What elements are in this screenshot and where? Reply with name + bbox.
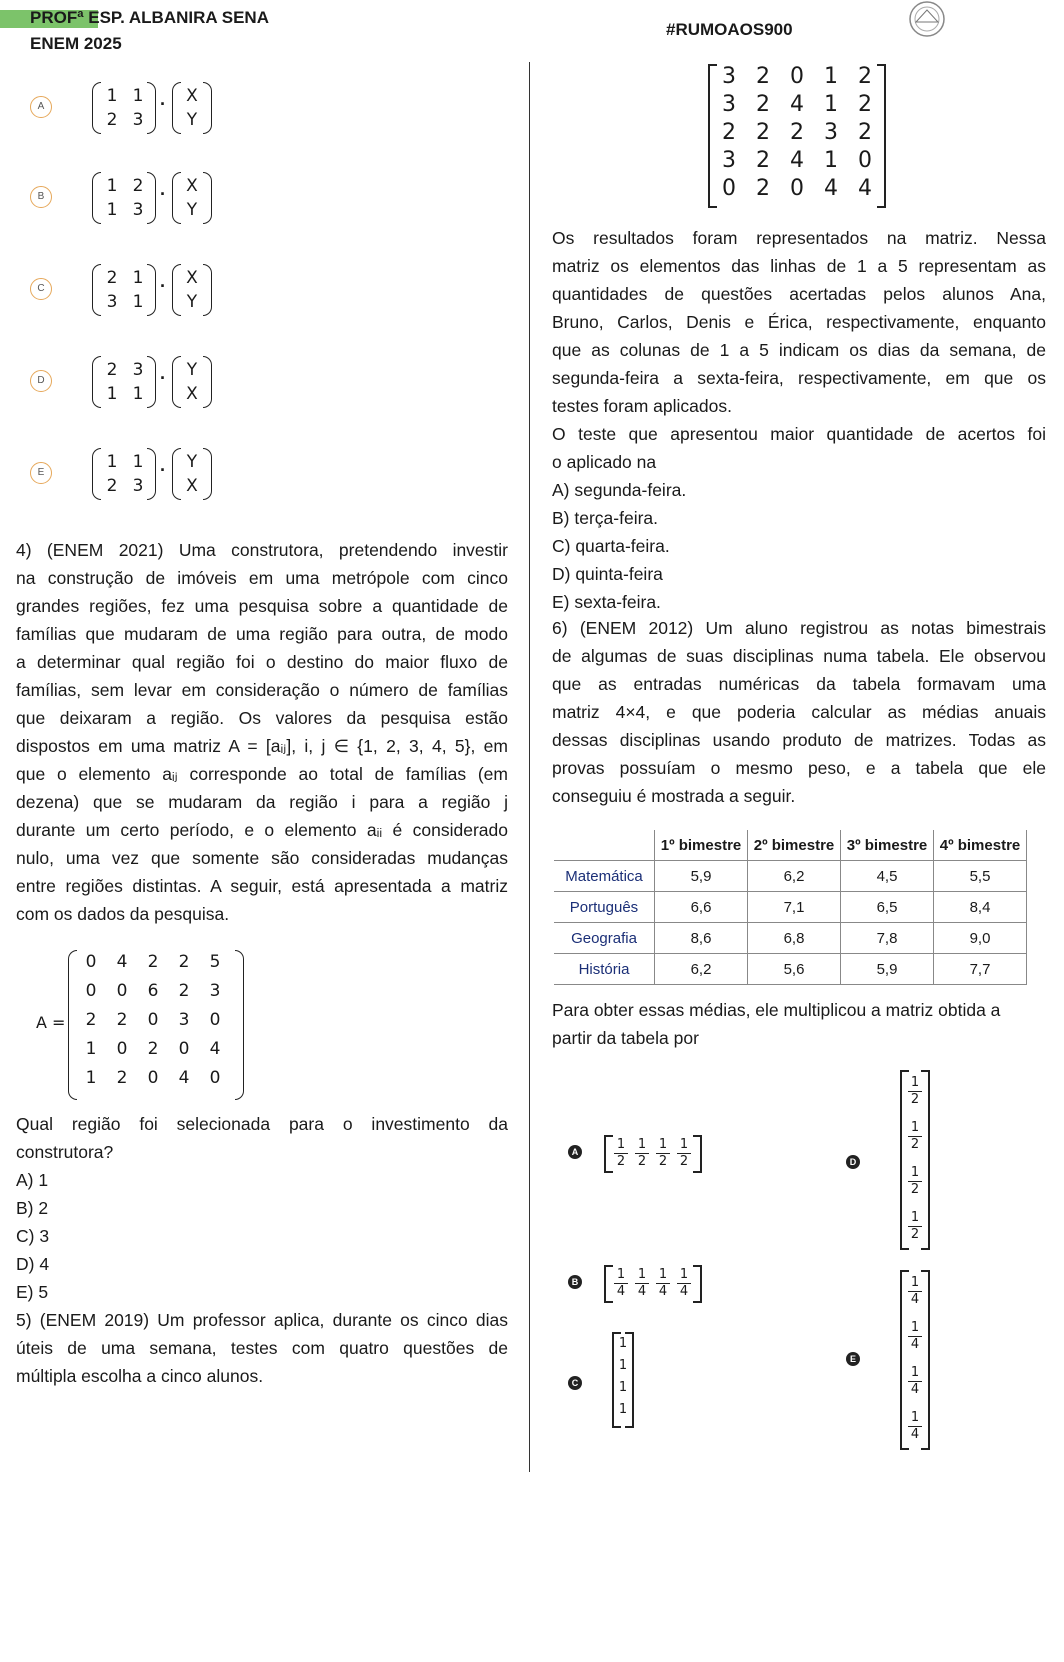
bracket-left [604,1265,613,1303]
vector-cell: X [186,176,198,196]
fraction-numerator: 1 [910,1320,920,1335]
q5-line: 5) (ENEM 2019) Um professor aplica, durante os cinco dias [16,1310,508,1330]
q5-text-line: testes foram aplicados. [552,396,732,416]
matrix-a-cell: 6 [147,981,159,1001]
table-row [554,892,1027,923]
matrix-a-cell: 0 [209,1068,221,1088]
table-header-cell: 1º bimestre [655,830,748,861]
matrix-a-cell: 0 [178,1039,190,1059]
vector-cell: Y [186,360,198,380]
matrix-cell: 1 [132,292,144,312]
q5-matrix-cell: 0 [722,176,736,201]
fraction-denominator: 4 [910,1382,920,1397]
matrix-cell: 3 [132,476,144,496]
q5-option: B) terça-feira. [552,508,658,528]
q4-line: com os dados da pesquisa. [16,904,230,924]
grade-cell: 7,7 [934,954,1027,985]
fraction [677,1268,691,1299]
q6-line: provas possuíam o mesmo peso, e a tabela que ele [552,758,1046,778]
matrix-a-cell: 4 [209,1039,221,1059]
q5-matrix-cell: 0 [790,64,804,89]
table-header-cell: 4º bimestre [934,830,1027,861]
fraction [656,1268,670,1299]
matrix-a-cell: 1 [85,1068,97,1088]
q4-line: a determinar qual região foi o destino do maior fluxo de [16,652,508,672]
q4-line: que deixaram a região. Os valores da pesquisa estão [16,708,508,728]
q5-matrix-cell: 3 [722,148,736,173]
q6-after-line: Para obter essas médias, ele multiplicou a matriz obtida a [552,1000,1001,1020]
grade-cell: 8,4 [934,892,1027,923]
fraction [614,1268,628,1299]
q4-line: na construção de imóveis em uma metrópole com cinco [16,568,508,588]
matrix-right-paren [147,264,156,316]
matrix-a-cell: 2 [116,1010,128,1030]
q4-option: B) 2 [16,1198,49,1218]
fraction-numerator: 1 [910,1275,920,1290]
fraction-numerator: 1 [679,1137,689,1152]
fraction [677,1138,691,1169]
option-badge-d: D [846,1155,860,1169]
q6-statement [552,614,1046,810]
matrix-cell: 1 [132,384,144,404]
column-matrix-e [900,1270,930,1450]
matrix-a-cell: 2 [116,1068,128,1088]
fraction-denominator: 2 [616,1154,626,1169]
q4-option: C) 3 [16,1226,50,1246]
option-badge-e: E [846,1352,860,1366]
grades-table [554,830,1027,985]
fraction [908,1321,922,1352]
fraction-numerator: 1 [637,1137,647,1152]
fraction-denominator: 2 [910,1182,920,1197]
bracket-right [921,1070,930,1250]
q4-line: 4) (ENEM 2021) Uma construtora, pretendendo investir [16,540,508,560]
q6-line: matriz 4×4, e que poderia calcular as médias anuais [552,702,1046,722]
q3-vector-e [172,448,212,500]
fraction [908,1366,922,1397]
q5-matrix-cell: 4 [858,176,872,201]
vector-right-paren [203,356,212,408]
fraction-denominator: 2 [910,1092,920,1107]
q4-line: famílias que mudaram de uma região para outra, de modo [16,624,508,644]
vector-cell: X [186,268,198,288]
matrix-a-cell: 0 [147,1010,159,1030]
q3-matrix-a [92,82,156,134]
q4-line: grandes regiões, fez uma pesquisa sobre a quantidade de [16,596,508,616]
q5-matrix-cell: 2 [756,120,770,145]
matrix-a-cell: 0 [209,1010,221,1030]
q5-matrix-cell: 2 [722,120,736,145]
vector-left-paren [172,264,181,316]
matrix-a-cell: 0 [85,952,97,972]
exam-title: ENEM 2025 [30,34,122,53]
q5-text-line: Os resultados foram representados na matriz. Nessa [552,228,1046,248]
grade-cell: 6,2 [748,861,841,892]
fraction [635,1268,649,1299]
matrix-a-cell: 0 [116,1039,128,1059]
grade-cell: 6,6 [655,892,748,923]
q5-line: úteis de uma semana, testes com quatro questões de [16,1338,508,1358]
multiply-dot: · [160,94,166,114]
fraction-denominator: 4 [616,1284,626,1299]
fraction [908,1166,922,1197]
grade-cell: 6,2 [655,954,748,985]
q5-matrix-cell: 2 [858,64,872,89]
fraction-numerator: 1 [910,1410,920,1425]
q6-line: de algumas de suas disciplinas numa tabela. Ele observou [552,646,1046,666]
option-circle-a: A [30,96,52,118]
matrix-left-paren [92,264,101,316]
matrix-left-paren [92,172,101,224]
grade-cell: 6,8 [748,923,841,954]
fraction-numerator: 1 [910,1165,920,1180]
q5-text-line: que as colunas de 1 a 5 indicam os dias da semana, de [552,340,1046,360]
grade-cell: 5,6 [748,954,841,985]
multiply-dot: · [160,184,166,204]
q5-matrix-cell: 4 [824,176,838,201]
q5-matrix-cell: 1 [824,92,838,117]
matrix-left-paren [68,950,77,1100]
fraction-denominator: 2 [658,1154,668,1169]
table-row [554,861,1027,892]
q4-option: D) 4 [16,1254,50,1274]
q5-matrix-cell: 4 [790,92,804,117]
teacher-name: PROFª ESP. ALBANIRA SENA [30,8,269,27]
grade-cell: 5,9 [841,954,934,985]
q3-matrix-d [92,356,156,408]
matrix-a-cell: 2 [178,981,190,1001]
q4-line: que o elemento aᵢⱼ corresponde ao total de famílias (em [16,764,508,784]
fraction-numerator: 1 [616,1267,626,1282]
matrix-a-cell: 2 [178,952,190,972]
matrix-cell: 3 [132,200,144,220]
q5-text-line: Bruno, Carlos, Denis e Érica, respectivamente, enquanto [552,312,1046,332]
vector-left-paren [172,448,181,500]
fraction-denominator: 2 [637,1154,647,1169]
matrix-right-paren [147,448,156,500]
q4-line: dispostos em uma matriz A = [aᵢⱼ], i, j ∈ {1, 2, 3, 4, 5}, em [16,736,508,756]
q4-question [16,1110,508,1306]
vector-cell: Y [186,452,198,472]
q4-line: durante um certo período, e o elemento aᵢᵢ é considerado [16,820,508,840]
table-header-cell: 2º bimestre [748,830,841,861]
matrix-cell: 2 [106,360,118,380]
option-badge-c: C [568,1376,582,1390]
q5-matrix-cell: 2 [858,92,872,117]
q5-matrix-cell: 3 [722,64,736,89]
fraction-denominator: 4 [910,1427,920,1442]
multiply-dot: · [160,460,166,480]
q5-matrix-cell: 3 [824,120,838,145]
q3-vector-b [172,172,212,224]
grade-cell: 9,0 [934,923,1027,954]
vector-right-paren [203,172,212,224]
fraction-denominator: 2 [679,1154,689,1169]
q6-after-table [552,996,1046,1052]
option-circle-e: E [30,462,52,484]
row-matrix-a [604,1135,702,1173]
q5-option: C) quarta-feira. [552,536,670,556]
column-matrix-d [900,1070,930,1250]
matrix-a-cell: 4 [116,952,128,972]
matrix-cell: 1 [132,268,144,288]
matrix-cell: 3 [106,292,118,312]
matrix-cell: 3 [132,360,144,380]
q6-line: 6) (ENEM 2012) Um aluno registrou as notas bimestrais [552,618,1046,638]
matrix-cell: 3 [132,110,144,130]
vector-right-paren [203,264,212,316]
q5-matrix-cell: 4 [790,148,804,173]
fraction-denominator: 4 [637,1284,647,1299]
fraction-denominator: 2 [910,1227,920,1242]
q3-vector-c [172,264,212,316]
vector-cell: X [186,384,198,404]
matrix-a-cell: 2 [147,952,159,972]
q5-text-line: o aplicado na [552,452,657,472]
grade-cell: 8,6 [655,923,748,954]
matrix-cell: 1 [106,176,118,196]
q5-matrix-cell: 1 [824,64,838,89]
matrix-cell: 1 [106,86,118,106]
fraction-numerator: 1 [910,1075,920,1090]
matrix-cell: 1 [618,1358,628,1373]
matrix-a-cell: 0 [85,981,97,1001]
q5-option: A) segunda-feira. [552,480,687,500]
q4-line: entre regiões distintas. A seguir, está apresentada a matriz [16,876,508,896]
q3-matrix-b [92,172,156,224]
subject-name: Geografia [554,923,655,954]
q4-line: famílias, sem levar em consideração o número de famílias [16,680,508,700]
q4-option: E) 5 [16,1282,49,1302]
q5-continuation [552,224,1046,616]
fraction-denominator: 4 [679,1284,689,1299]
q4-line: nulo, uma vez que somente são consideradas mudanças [16,848,508,868]
q6-line: dessas disciplinas usando produto de matrizes. Todas as [552,730,1046,750]
fraction-denominator: 4 [910,1292,920,1307]
fraction-numerator: 1 [910,1210,920,1225]
q6-after-line: partir da tabela por [552,1028,699,1048]
fraction-numerator: 1 [910,1120,920,1135]
option-badge-b: B [568,1275,582,1289]
table-row [554,954,1027,985]
q5-text-line: quantidades de questões acertadas pelos alunos Ana, [552,284,1046,304]
grade-cell: 4,5 [841,861,934,892]
fraction [656,1138,670,1169]
q5-matrix-cell: 0 [858,148,872,173]
fraction [908,1411,922,1442]
multiply-dot: · [160,368,166,388]
matrix-left-paren [92,448,101,500]
q5-matrix [708,64,886,208]
matrix-cell: 1 [618,1380,628,1395]
fraction [635,1138,649,1169]
matrix-cell: 2 [106,110,118,130]
matrix-cell: 1 [618,1402,628,1417]
matrix-a-cell: 2 [147,1039,159,1059]
matrix-a-cell: 3 [209,981,221,1001]
matrix-cell: 1 [106,200,118,220]
q5-matrix-cell: 2 [756,64,770,89]
vector-right-paren [203,82,212,134]
subject-name: Matemática [554,861,655,892]
q5-text-line: O teste que apresentou maior quantidade de acertos foi [552,424,1046,444]
matrix-left-paren [92,82,101,134]
table-header-cell [554,830,655,861]
q3-matrix-c [92,264,156,316]
fraction-denominator: 4 [658,1284,668,1299]
q5-matrix-cell: 2 [858,120,872,145]
fraction [908,1076,922,1107]
table-row [554,923,1027,954]
q5-matrix-cell: 0 [790,176,804,201]
matrix-cell: 2 [106,268,118,288]
matrix-a-cell: 0 [116,981,128,1001]
fraction-denominator: 4 [910,1337,920,1352]
q5-option: E) sexta-feira. [552,592,661,612]
subject-name: Português [554,892,655,923]
matrix-cell: 1 [132,452,144,472]
column-divider [529,62,530,1472]
option-circle-d: D [30,370,52,392]
q5-matrix-cell: 2 [790,120,804,145]
matrix-a-cell: 2 [85,1010,97,1030]
matrix-cell: 2 [106,476,118,496]
vector-cell: Y [186,200,198,220]
matrix-right-paren [235,950,244,1100]
vector-left-paren [172,356,181,408]
q5-matrix-right-bracket [877,64,886,208]
q6-line: que as entradas numéricas da tabela formavam uma [552,674,1046,694]
matrix-cell: 2 [132,176,144,196]
option-circle-b: B [30,186,52,208]
matrix-left-paren [92,356,101,408]
q3-matrix-e [92,448,156,500]
matrix-right-paren [147,356,156,408]
column-matrix-c [612,1332,634,1428]
row-matrix-b [604,1265,702,1303]
q5-matrix-left-bracket [708,64,717,208]
vector-cell: X [186,476,198,496]
grade-cell: 5,9 [655,861,748,892]
q3-vector-a [172,82,212,134]
q5-matrix-cell: 2 [756,176,770,201]
fraction-numerator: 1 [658,1137,668,1152]
matrix-a-cell: 5 [209,952,221,972]
q4-line: dezena) que se mudaram da região i para a região j [16,792,508,812]
subject-name: História [554,954,655,985]
q5-statement [16,1306,508,1390]
matrix-cell: 1 [106,384,118,404]
q5-line: múltipla escolha a cinco alunos. [16,1366,264,1386]
matrix-a-cell: 1 [85,1039,97,1059]
q4-question-line: Qual região foi selecionada para o investimento da [16,1114,508,1134]
grade-cell: 7,1 [748,892,841,923]
bracket-right [693,1265,702,1303]
q4-statement [16,536,508,928]
vector-cell: Y [186,292,198,312]
multiply-dot: · [160,276,166,296]
vector-cell: X [186,86,198,106]
table-header-row [554,830,1027,861]
matrix-a-cell: 4 [178,1068,190,1088]
matrix-a-cell: 3 [178,1010,190,1030]
table-header-cell: 3º bimestre [841,830,934,861]
q4-question-line: construtora? [16,1142,114,1162]
fraction [908,1121,922,1152]
matrix-a [68,950,244,1100]
fraction-numerator: 1 [637,1267,647,1282]
matrix-right-paren [147,82,156,134]
matrix-a-cell: 0 [147,1068,159,1088]
fraction [908,1276,922,1307]
grade-cell: 7,8 [841,923,934,954]
q4-option: A) 1 [16,1170,49,1190]
fraction-numerator: 1 [910,1365,920,1380]
grade-cell: 5,5 [934,861,1027,892]
bracket-left [604,1135,613,1173]
fraction-numerator: 1 [679,1267,689,1282]
q5-matrix-cell: 3 [722,92,736,117]
q5-matrix-cell: 2 [756,92,770,117]
matrix-a-label: A = [36,1013,66,1032]
vector-cell: Y [186,110,198,130]
matrix-right-paren [147,172,156,224]
fraction [614,1138,628,1169]
q5-option: D) quinta-feira [552,564,663,584]
q5-text-line: segunda-feira a sexta-feira, respectivamente, em que os [552,368,1046,388]
school-logo [896,0,958,38]
matrix-cell: 1 [132,86,144,106]
option-circle-c: C [30,278,52,300]
q5-text-line: matriz os elementos das linhas de 1 a 5 representam as [552,256,1046,276]
q5-matrix-cell: 1 [824,148,838,173]
grade-cell: 6,5 [841,892,934,923]
hashtag: #RUMOAOS900 [666,20,793,39]
matrix-cell: 1 [618,1336,628,1351]
vector-left-paren [172,82,181,134]
fraction-numerator: 1 [616,1137,626,1152]
q6-line: conseguiu é mostrada a seguir. [552,786,796,806]
fraction-denominator: 2 [910,1137,920,1152]
option-badge-a: A [568,1145,582,1159]
q5-matrix-cell: 2 [756,148,770,173]
bracket-right [921,1270,930,1450]
fraction-numerator: 1 [658,1267,668,1282]
q3-vector-d [172,356,212,408]
vector-left-paren [172,172,181,224]
vector-right-paren [203,448,212,500]
matrix-cell: 1 [106,452,118,472]
fraction [908,1211,922,1242]
bracket-right [693,1135,702,1173]
